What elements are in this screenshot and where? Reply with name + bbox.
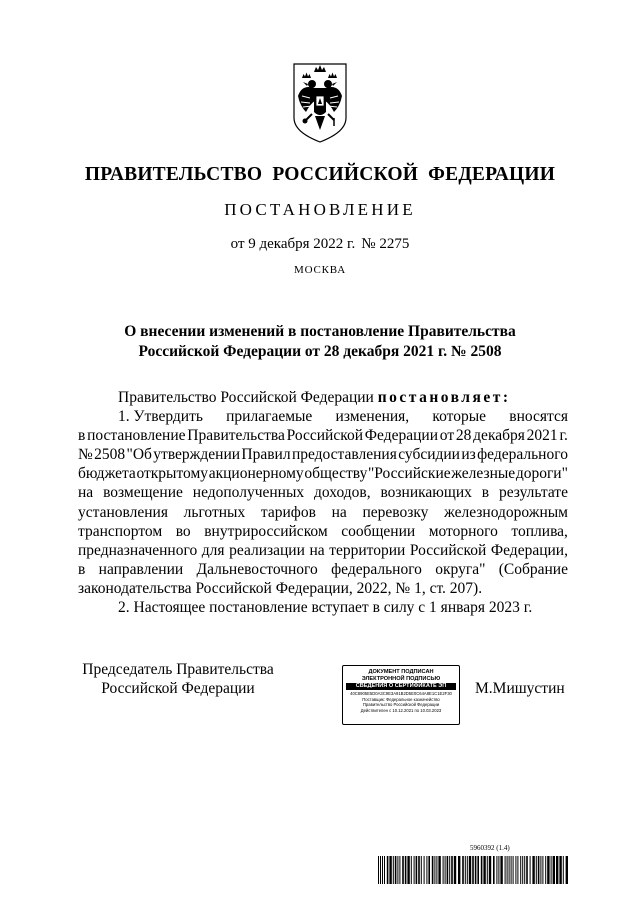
item1-lines — [78, 426, 568, 579]
body-intro — [78, 388, 568, 407]
barcode-bar — [465, 856, 466, 884]
item1-start: 1. Утвердить — [118, 408, 203, 426]
government-title: ПРАВИТЕЛЬСТВО РОССИЙСКОЙ ФЕДЕРАЦИИ — [84, 164, 556, 185]
barcode-bar — [545, 856, 546, 884]
item1-line-word: № — [78, 446, 93, 464]
barcode-bar — [551, 856, 552, 884]
barcode-bar — [556, 856, 558, 884]
stamp-line-2: ЭЛЕКТРОННОЙ ПОДПИСЬЮ — [361, 675, 441, 682]
barcode-bar — [563, 856, 564, 884]
position-line-2: Российской Федерации — [101, 680, 255, 697]
barcode-bar — [428, 856, 430, 884]
barcode-bar — [411, 856, 412, 884]
stamp-line-1: ДОКУМЕНТ ПОДПИСАН — [368, 669, 434, 675]
document-body — [78, 388, 568, 617]
stamp-validity: Действителен с 10.12.2021 по 10.03.2023 — [360, 707, 442, 713]
item1-line-word: г. — [559, 427, 568, 445]
item1-line-word: льготных — [183, 503, 246, 521]
item1-line-word: Федерации, — [490, 541, 568, 559]
item1-line-word: предназначенного — [78, 541, 198, 559]
barcode-bar — [475, 856, 477, 884]
subject-line-1: О внесении изменений в постановление Правительства — [124, 323, 516, 340]
item1-line-word: возникающих — [380, 484, 472, 502]
item1-line-word: топлива, — [511, 522, 568, 540]
barcode-bar — [449, 856, 450, 884]
item1-line-word: от — [439, 427, 455, 445]
item1-line-word: Правил — [241, 446, 291, 464]
barcode-bar — [424, 856, 425, 884]
item1-line-word: Правительства — [187, 427, 285, 445]
barcode-bar — [418, 856, 420, 884]
item1-line-word: реализации — [229, 541, 305, 559]
item1-line-word: доходов, — [314, 484, 371, 502]
barcode-bar — [498, 856, 499, 884]
item1-line-word: утверждении — [153, 446, 241, 464]
barcode-bar — [407, 856, 409, 884]
item1-line — [78, 560, 568, 579]
item1-line-word: в — [481, 484, 490, 502]
barcode-bar — [399, 856, 400, 884]
item1-line-word: транспортом — [78, 522, 163, 540]
item1-line-word: в — [78, 560, 86, 578]
stamp-issuer-2: Правительство Российской Федерации — [362, 702, 440, 708]
document-city: МОСКВА — [294, 264, 346, 276]
item1-line-word: предоставления — [291, 446, 397, 464]
item1-line-word: 2021 — [526, 427, 558, 445]
item1-line-word: 28 — [455, 427, 472, 445]
barcode-bar — [530, 856, 531, 884]
item1-line-word: дороги" — [515, 465, 568, 483]
barcode-bar — [393, 856, 394, 884]
barcode-bar — [536, 856, 537, 884]
barcode-bar — [487, 856, 488, 884]
barcode-bar — [489, 856, 491, 884]
item1-line — [78, 503, 568, 522]
item1-line-word: на — [309, 541, 325, 559]
position-line-1: Председатель Правительства — [82, 661, 274, 678]
item1-line-word: субсидии — [398, 446, 460, 464]
barcode-bar — [397, 856, 398, 884]
barcode-number: 5960392 (1.4) — [470, 844, 510, 852]
item1-line-word: Российской — [286, 427, 364, 445]
item1-line-word: внутрироссийском — [204, 522, 328, 540]
item1-line-word: сообщении — [341, 522, 416, 540]
item1-line — [78, 426, 568, 445]
item1-line-word: возмещение — [103, 484, 183, 502]
barcode-bar — [462, 856, 464, 884]
barcode-bar — [547, 856, 549, 884]
barcode-bar — [389, 856, 391, 884]
item1-line-word: (Собрание — [498, 560, 568, 578]
barcode-bar — [447, 856, 449, 884]
barcode-bar — [378, 856, 379, 884]
item1-line-word: железные — [451, 465, 516, 483]
document-subject — [0, 322, 640, 362]
barcode-bar — [496, 856, 497, 884]
item1-line-word: направлении — [98, 560, 184, 578]
item1-line-word: акционерному — [208, 465, 304, 483]
item1-line-word: во — [175, 522, 191, 540]
item1-line-word: установления — [78, 503, 168, 521]
barcode-bar — [384, 856, 385, 884]
item2: 2. Настоящее постановление вступает в силу с 1 января 2023 г. — [118, 599, 533, 617]
barcode-bar — [469, 856, 471, 884]
stamp-certificate-bar: СВЕДЕНИЯ О СЕРТИФИКАТЕ ЭП — [346, 683, 456, 690]
item1-word: изменения, — [335, 408, 410, 426]
item1-line-word: постановление — [87, 427, 186, 445]
stamp-issuer-1: Поставщик: Федеральное казначейство — [362, 696, 440, 702]
item1-line — [78, 483, 568, 502]
barcode-bar — [513, 856, 514, 884]
document-type: ПОСТАНОВЛЕНИЕ — [224, 200, 416, 219]
barcode-bar — [438, 856, 440, 884]
barcode-bar — [522, 856, 523, 884]
item1-line-word: в — [78, 427, 86, 445]
item1-line-word: тарифов — [260, 503, 316, 521]
barcode-bar — [505, 856, 506, 884]
barcode-bar — [416, 856, 418, 884]
barcode-bar — [454, 856, 456, 884]
item1-line-word: открытому — [136, 465, 209, 483]
barcode-bar — [477, 856, 479, 884]
signatory-position — [78, 660, 278, 698]
barcode-bar — [500, 856, 502, 884]
item1-line-word: 2508 — [94, 446, 126, 464]
item1-line-word: на — [78, 484, 94, 502]
barcode-bar — [382, 856, 383, 884]
subject-line-2: Российской Федерации от 28 декабря 2021 г. № 2508 — [138, 343, 502, 360]
item1-line-word: на — [331, 503, 347, 521]
item1-line-word: моторного — [428, 522, 498, 540]
barcode-bar — [467, 856, 468, 884]
barcode-bar — [395, 856, 397, 884]
barcode-bar — [559, 856, 561, 884]
item1-first-line — [78, 407, 568, 426]
item1-last-line: законодательства Российской Федерации, 2022, № 1, ст. 207). — [78, 579, 483, 597]
item1-line-word: Федерации — [364, 427, 438, 445]
barcode-bar — [493, 856, 495, 884]
stamp-serial: 40C8905E5D0A3C9E3A91B2D5E0C64A8E1C1E2F30 — [350, 691, 452, 696]
item1-line-word: бюджета — [78, 465, 136, 483]
barcode-bar — [472, 856, 474, 884]
barcode-bar — [421, 856, 422, 884]
barcode-bar — [380, 856, 381, 884]
coat-of-arms-emblem — [288, 60, 352, 144]
barcode-bar — [402, 856, 404, 884]
barcode-bar — [445, 856, 446, 884]
barcode — [378, 856, 568, 884]
barcode-bar — [511, 856, 512, 884]
barcode-bar — [481, 856, 483, 884]
barcode-bar — [517, 856, 518, 884]
item1-line-word: территории — [329, 541, 406, 559]
item1-word: прилагаемые — [226, 408, 313, 426]
barcode-bar — [553, 856, 555, 884]
item1-line-word: недополученных — [192, 484, 305, 502]
item1-word: вносятся — [509, 408, 568, 426]
barcode-bar — [509, 856, 510, 884]
item1-line-word: федерального — [477, 446, 568, 464]
document-number: № 2275 — [361, 236, 410, 252]
barcode-bar — [566, 856, 568, 884]
item1-line-word: "Об — [126, 446, 152, 464]
barcode-bar — [434, 856, 435, 884]
signatory-name: М.Мишустин — [475, 680, 565, 697]
barcode-bar — [426, 856, 427, 884]
barcode-bar — [524, 856, 525, 884]
document-date: от 9 декабря 2022 г. — [230, 236, 356, 252]
document-date-line — [0, 236, 640, 253]
barcode-bar — [405, 856, 407, 884]
item1-line-word: федерального — [331, 560, 422, 578]
barcode-bar — [532, 856, 534, 884]
barcode-bar — [387, 856, 389, 884]
barcode-bar — [451, 856, 453, 884]
barcode-bar — [540, 856, 541, 884]
intro-resolves: постановляет: — [377, 389, 511, 406]
barcode-bar — [515, 856, 516, 884]
item1-line-word: "Российские — [367, 465, 451, 483]
barcode-bar — [483, 856, 485, 884]
item1-line-word: округа" — [435, 560, 486, 578]
item1-line-word: Российской — [409, 541, 487, 559]
item1-line-word: Дальневосточного — [196, 560, 318, 578]
item1-line-word: из — [461, 446, 476, 464]
item1-word: которые — [432, 408, 487, 426]
barcode-bar — [436, 856, 437, 884]
item1-line-word: перевозку — [362, 503, 429, 521]
barcode-bar — [458, 856, 460, 884]
intro-text: Правительство Российской Федерации — [118, 389, 374, 406]
item1-line — [78, 522, 568, 541]
item1-line — [78, 464, 568, 483]
item1-line-word: для — [201, 541, 225, 559]
barcode-bar — [520, 856, 521, 884]
item1-line — [78, 445, 568, 464]
barcode-bar — [526, 856, 528, 884]
item1-line-word: декабря — [473, 427, 525, 445]
item1-line-word: результате — [498, 484, 568, 502]
item1-line-word: обществу — [304, 465, 368, 483]
barcode-bar — [443, 856, 444, 884]
barcode-bar — [432, 856, 434, 884]
barcode-bar — [538, 856, 540, 884]
electronic-signature-stamp — [342, 665, 460, 725]
barcode-bar — [542, 856, 543, 884]
barcode-bar — [507, 856, 508, 884]
barcode-bar — [414, 856, 415, 884]
item1-line — [78, 541, 568, 560]
item1-line-word: железнодорожным — [444, 503, 568, 521]
